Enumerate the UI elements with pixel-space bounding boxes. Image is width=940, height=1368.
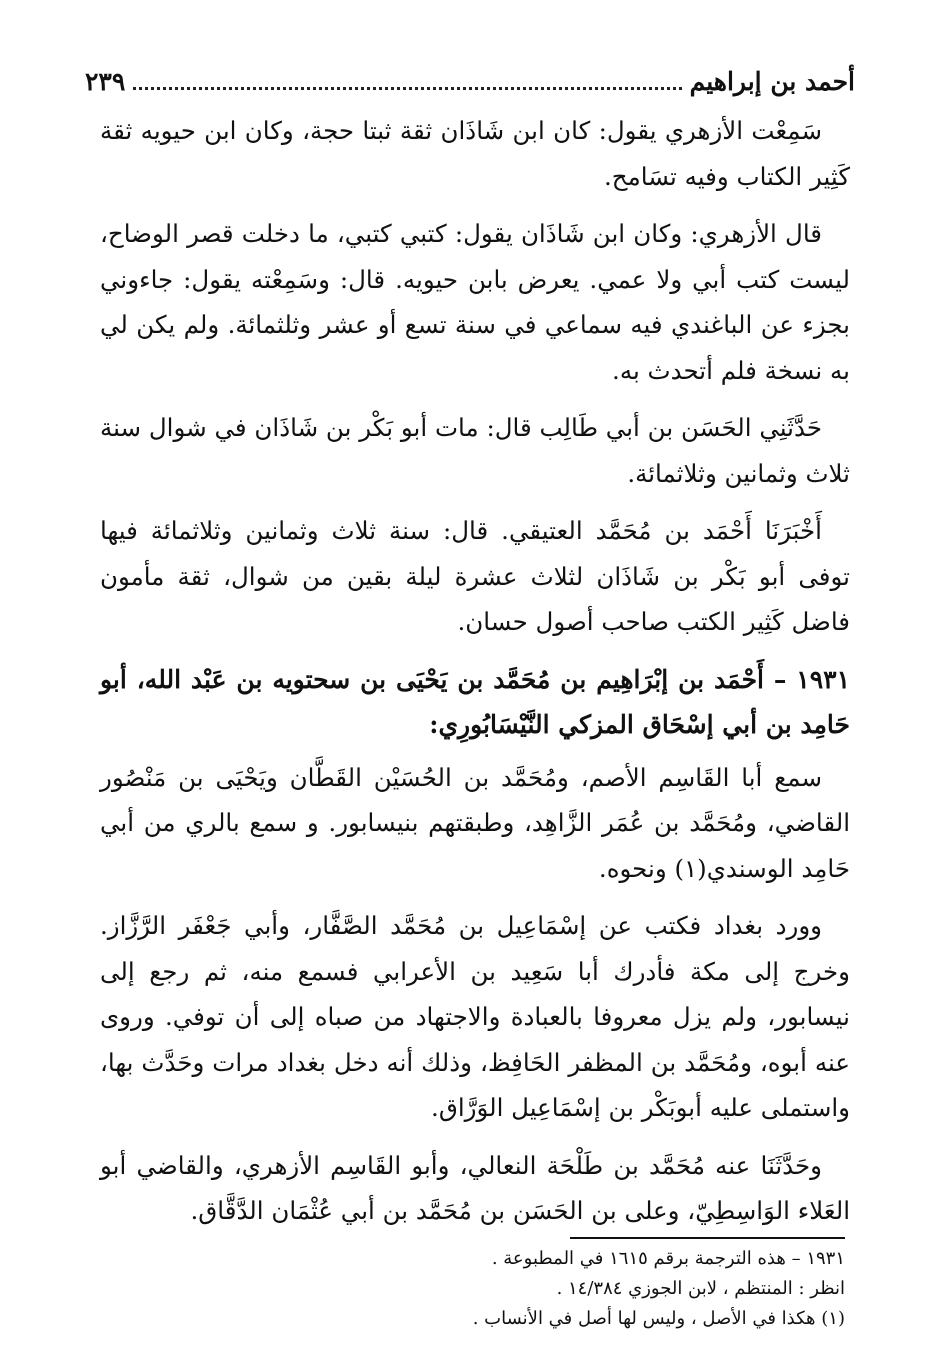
paragraph: سَمِعْت الأزهري يقول: كان ابن شَاذَان ثقة ثبتا حجة، وكان ابن حيويه ثقة كَثِير الكتاب وفيه تسَامح.	[100, 116, 850, 191]
footnote-divider	[570, 1237, 845, 1239]
footnotes	[100, 1244, 845, 1334]
main-text	[100, 108, 850, 1246]
paragraph: قال الأزهري: وكان ابن شَاذَان يقول: كتبي كتبي، ما دخلت قصر الوضاح، ليست كتب أبي ولا عمي. يعرض بابن حيويه. قال: وسَمِعْته يقول: جاءوني بجزء عن الباغندي فيه سماعي في سنة تسع أو عشر وثلثمائة. ولم يكن لي به نسخة فلم أتحدث به.	[100, 219, 850, 385]
paragraph: أَخْبَرَنَا أَحْمَد بن مُحَمَّد العتيقي. قال: سنة ثلاث وثمانين وثلاثمائة فيها توفى أبو بَكْر بن شَاذَان لثلاث عشرة ليلة بقين من شوال، ثقة مأمون فاضل كَثِير الكتب صاحب أصول حسان.	[100, 516, 850, 636]
paragraph: وحَدَّثَنَا عنه مُحَمَّد بن طَلْحَة النعالي، وأبو القَاسِم الأزهري، والقاضي أبو العَلاء الوَاسِطِيّ، وعلى بن الحَسَن بن مُحَمَّد بن أبي عُثْمَان الدَّقَّاق.	[100, 1150, 850, 1225]
paragraph: وورد بغداد فكتب عن إسْمَاعِيل بن مُحَمَّد الصَّفَّار، وأبي جَعْفَر الرَّزَّاز. وخرج إلى مكة فأدرك أبا سَعِيد بن الأعرابي فسمع منه، ثم رجع إلى نيسابور، ولم يزل معروفا بالعبادة والاجتهاد من صباه إلى أن توفي. وروى عنه أبوه، ومُحَمَّد بن المظفر الحَافِظ، وذلك أنه دخل بغداد مرات وحَدَّث بها، واستملى عليه أبوبَكْر بن إسْمَاعِيل الوَرَّاق.	[100, 911, 850, 1122]
page-header	[85, 56, 855, 96]
paragraph: سمع أبا القَاسِم الأصم، ومُحَمَّد بن الحُسَيْن القَطَّان ويَحْيَى بن مَنْصُور القاضي، ومُحَمَّد بن عُمَر الزَّاهِد، وطبقتهم بنيسابور. و سمع بالري من أبي حَامِد الوسندي(١) ونحوه.	[100, 762, 850, 883]
page-number: ٢٣٩	[85, 67, 126, 96]
footnote: (١) هكذا في الأصل ، وليس لها أصل في الأنساب .	[472, 1308, 845, 1329]
entry-heading: ١٩٣١ – أَحْمَد بن إبْرَاهِيم بن مُحَمَّد بن يَحْيَى بن سحتويه بن عَبْد الله، أبو حَامِد بن أبي إسْحَاق المزكي النَّيْسَابُورِي:	[100, 664, 850, 739]
footnote: ١٩٣١ – هذه الترجمة برقم ١٦١٥ في المطبوعة .	[491, 1248, 845, 1269]
leader-dots	[133, 87, 681, 90]
running-title: أحمد بن إبراهيم	[689, 67, 855, 96]
paragraph: حَدَّثَنِي الحَسَن بن أبي طَالِب قال: مات أبو بَكْر بن شَاذَان في شوال سنة ثلاث وثمانين وثلاثمائة.	[100, 413, 850, 488]
footnote: انظر : المنتظم ، لابن الجوزي ١٤/٣٨٤ .	[556, 1278, 845, 1299]
